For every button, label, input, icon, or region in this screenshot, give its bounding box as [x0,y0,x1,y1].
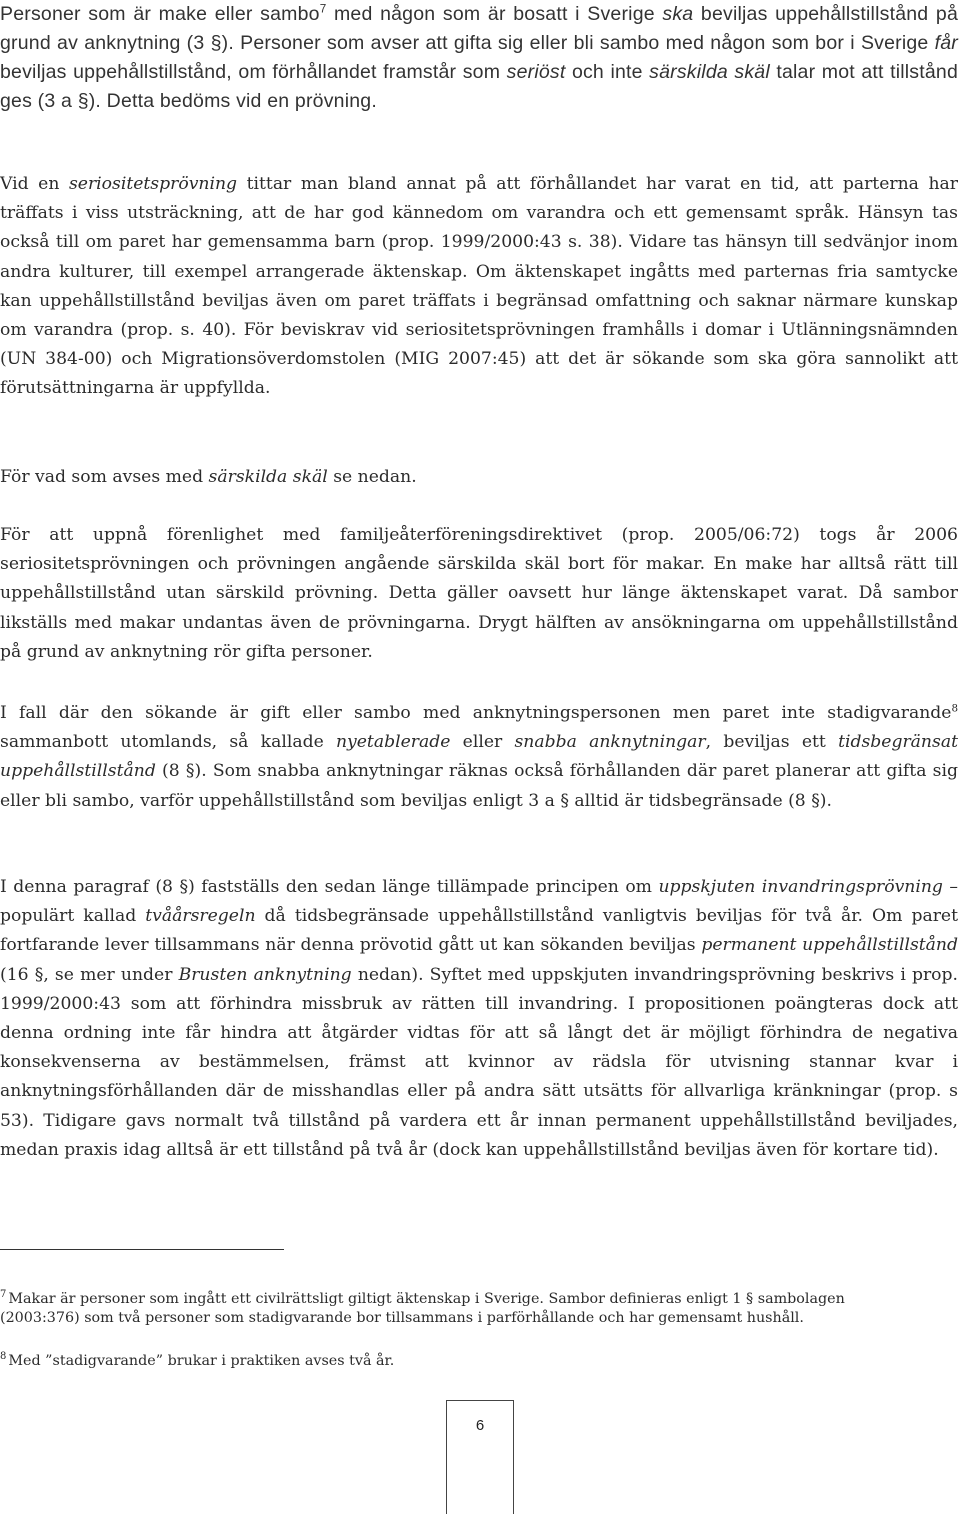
text-span: För vad som avses med [0,467,209,487]
text-span: – populärt kallad [0,877,959,927]
footnote-8 [0,1352,900,1371]
footnote-number: 8 [0,1351,7,1363]
section-sign: § [210,32,222,54]
text-span: ). Detta bedöms vid en prövning. [88,90,377,112]
text-span: , beviljas ett [705,732,839,753]
text-span: beviljas uppehållstillstånd, om förhållandet framstår som [0,61,507,83]
text-span: eller [450,732,515,753]
italic-term: uppskjuten invandringsprövning [658,877,943,897]
footnote-text: Med ”stadigvarande” brukar i praktiken avses två år. [8,1353,395,1369]
text-span: ). Som snabba anknytningar räknas också förhållanden där paret planerar att gifta sig eller bli sambo, varför uppehållstillstånd som beviljas enligt 3 a [0,761,958,811]
text-span: talar mot att tillstånd ges (3 a [0,61,958,112]
italic-term: seriöst [506,61,566,83]
italic-term: nyetablerade [335,732,451,753]
text-span: nedan). Syftet med uppskjuten invandringsprövning beskrivs i prop. 1999/2000:43 som att förhindra missbruk av rätten till invandring. I propositionen poängteras dock att denna ordning inte får hindra att åtgärder vidtas för att så långt det är möjligt förhindra de negativa konsekvenserna av bestämmelsen, främst att kvinnor av rädsla för utvisning stannar kvar i anknytningsförhållanden där de misshandlas eller på andra sätt utsätts för allvarliga kränkningar (prop. s 53). Tidigare gavs normalt två tillstånd på vardera ett år innan permanent uppehållstillstånd beviljades, medan praxis idag alltså är ett tillstånd på två år (dock kan uppehållstillstånd beviljas även för kortare tid). [0,964,959,1160]
text-span: se nedan. [327,467,417,487]
section-sign: § [811,790,820,811]
section-sign: § [34,964,44,985]
italic-term: seriositetsprövning [68,174,238,194]
page-number-box [446,1400,514,1514]
text-span: sammanbott utomlands, så kallade [0,732,336,753]
paragraph-6 [0,873,958,1165]
paragraph-4: För att uppnå förenlighet med familjeåterföreningsdirektivet (prop. 2005/06:72) togs år 2006 seriositetsprövningen och prövningen angående särskilda skäl bort för makar. En make har alltså rätt till uppehållstillstånd utan särskild prövning. Detta gäller oavsett hur länge äktenskapet varat. Då sambor likställs med makar undantas även de prövningarna. Drygt hälften av ansökningarna om uppehållstillstånd på grund av anknytning rör gifta personer. [0,525,958,662]
section-sign: § [746,1291,754,1307]
text-span: , se mer under [43,964,179,985]
text-span: och inte [565,61,650,83]
section-sign: § [560,790,569,811]
paragraph-2 [0,170,958,404]
text-span: ). [819,790,832,811]
section-sign: § [179,877,189,897]
text-span: (8 [155,761,186,782]
footnote-7 [0,1290,900,1327]
section-sign: § [77,90,89,112]
paragraph-5 [0,699,958,816]
footnote-ref-7: 7 [319,2,327,16]
text-span: beviljas uppehållstillstånd på grund av anknytning (3 [0,3,959,54]
text-span: Vid en [0,174,69,194]
italic-term: tvåårsregeln [145,906,256,927]
italic-term: snabba anknytningar [514,732,706,753]
footnote-text: Makar är personer som ingått ett civilrättsligt giltigt äktenskap i Sverige. Sambor definieras enligt 1 [8,1291,747,1307]
footnote-text: sambolagen (2003:376) som två personer som stadigvarande bor tillsammans i parförhållande och har gemensamt hushåll. [0,1291,845,1326]
page-number: 6 [475,1417,485,1434]
text-span: alltid är tidsbegränsade (8 [568,790,812,811]
italic-term: får [934,32,958,54]
footnote-ref-8: 8 [951,702,958,715]
text-span: I fall där den sökande är gift eller sambo med anknytningspersonen men paret inte stadigvarande [0,703,952,723]
footnote-number: 7 [0,1289,7,1301]
text-span: då tidsbegränsade uppehållstillstånd vanligtvis beviljas för två år. Om paret fortfarande lever tillsammans när denna prövotid gått ut kan sökanden beviljas [0,906,959,956]
paragraph-3 [0,463,958,492]
italic-term: ska [662,3,694,25]
text-span: ). Personer som avser att gifta sig eller bli sambo med någon som bor i Sverige [221,32,935,54]
text-span: Personer som är make eller sambo [0,3,320,25]
text-span: tittar man bland annat på att förhållandet har varat en tid, att parterna har träffats i viss utsträckning, att de har god kännedom om varandra och ett gemensamt språk. Hänsyn tas också till om paret har gemensamma barn (prop. 1999/2000:43 s. 38). Vidare tas hänsyn till sedvänjor inom andra kulturer, till exempel arrangerade äktenskap. Om äktenskapet ingåtts med parternas fria samtycke kan uppehållstillstånd beviljas även om paret träffats i begränsad omfattning och saknar närmare kunskap om varandra (prop. s. 40). För beviskrav vid seriositetsprövningen framhålls i domar i Utlänningsnämnden (UN 384-00) och Migrationsöverdomstolen (MIG 2007:45) att det är sökande som ska göra sannolikt att förutsättningarna är uppfyllda. [0,174,958,399]
section-sign: § [185,761,195,782]
text-span: I denna paragraf (8 [0,877,180,897]
paragraph-1 [0,0,958,116]
text-span: ) fastställs den sedan länge tillämpade principen om [188,877,659,897]
italic-term: särskilda skäl [208,467,328,487]
italic-term: permanent uppehållstillstånd [701,935,959,956]
italic-term: tidsbegränsat uppehållstillstånd [0,732,958,782]
text-span: (16 [0,964,35,985]
italic-term: särskilda skäl [649,61,770,83]
footnote-divider [0,1249,284,1250]
text-span: med någon som är bosatt i Sverige [326,3,663,25]
italic-term: Brusten anknytning [178,964,352,985]
